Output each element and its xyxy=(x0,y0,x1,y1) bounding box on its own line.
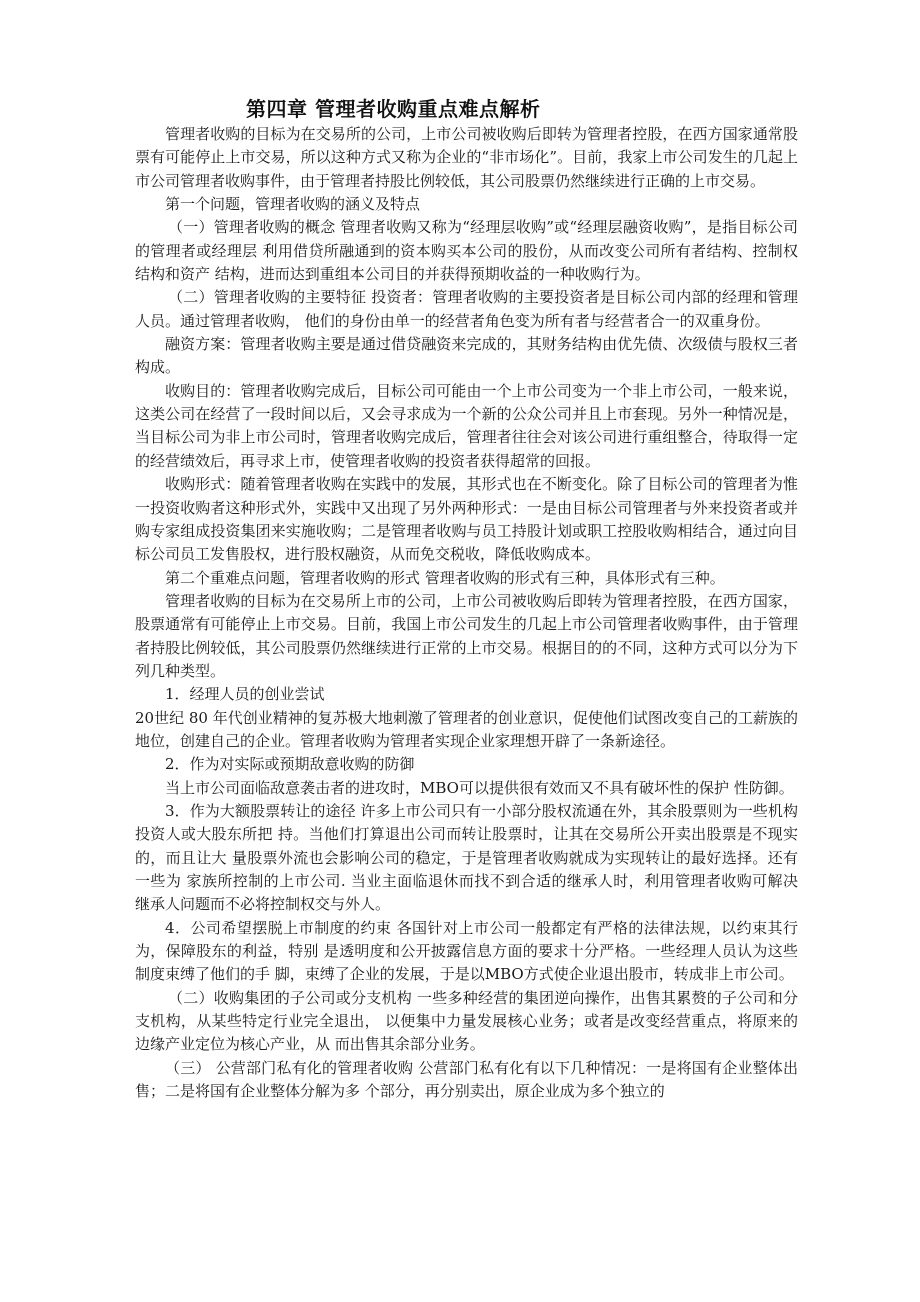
paragraph-entrepreneur: 20世纪 80 年代创业精神的复苏极大地刺激了管理者的创业意识，促使他们试图改变自己的工薪族的地位，创建自己的企业。管理者收购为管理者实现企业家理想开辟了一条新途径。 xyxy=(135,708,798,750)
paragraph-listing-rules: 4．公司希望摆脱上市制度的约束 各国针对上市公司一般都定有严格的法律法规，以约束其行为，保障股东的利益，特别 是透明度和公开披露信息方面的要求十分严格。一些经理人员认为这些制度束缚了他们的手 脚，束缚了企业的发展，于是以MBO方式使企业退出股市，转成非上市公司。 xyxy=(135,918,798,984)
paragraph-purpose: 收购目的：管理者收购完成后，目标公司可能由一个上市公司变为一个非上市公司，一般来说，这类公司在经营了一段时间以后，又会寻求成为一个新的公众公司并且上市套现。另外一种情况是，当目标公司为非上市公司时，管理者收购完成后，管理者往往会对该公司进行重组整合，待取得一定的经营绩效后，再寻求上市，使管理者收购的投资者获得超常的回报。 xyxy=(135,381,798,470)
paragraph-target: 管理者收购的目标为在交易所上市的公司，上市公司被收购后即转为管理者控股，在西方国家，股票通常有可能停止上市交易。目前，我国上市公司发生的几起上市公司管理者收购事件，由于管理者持股比例较低，其公司股票仍然继续进行正常的上市交易。根据目的的不同，这种方式可以分为下列几种类型。 xyxy=(135,591,798,680)
paragraph-concept: （一）管理者收购的概念 管理者收购又称为“经理层收购”或“经理层融资收购”，是指目标公司的管理者或经理层 利用借贷所融通到的资本购买本公司的股份，从而改变公司所有者结构、控制权结构和资产 结构，进而达到重组本公司目的并获得预期收益的一种收购行为。 xyxy=(135,218,798,284)
page-title: 第四章 管理者收购重点难点解析 xyxy=(246,97,541,121)
paragraph-forms: 收购形式：随着管理者收购在实践中的发展，其形式也在不断变化。除了目标公司的管理者为惟一投资收购者这种形式外，实践中又出现了另外两种形式：一是由目标公司管理者与外来投资者或并购专家组成投资集团来实施收购；二是管理者收购与员工持股计划或职工控股收购相结合，通过向目标公司员工发售股权，进行股权融资，从而免交税收，降低收购成本。 xyxy=(135,475,798,564)
document-body xyxy=(135,123,798,1103)
paragraph-heading-1: 1．经理人员的创业尝试 xyxy=(165,685,325,704)
paragraph-share-transfer: 3．作为大额股票转让的途径 许多上市公司只有一小部分股权流通在外，其余股票则为一些机构投资人或大股东所把 持。当他们打算退出公司而转让股票时，让其在交易所公开卖出股票是不现实的，而且让大 量股票外流也会影响公司的稳定，于是管理者收购就成为实现转让的最好选择。还有一些为 家族所控制的上市公司. 当业主面临退休而找不到合适的继承人时，利用管理者收购可解决 继承人问题而不必将控制权交与外人。 xyxy=(135,801,798,914)
paragraph-subsidiary: （二）收购集团的子公司或分支机构 一些多种经营的集团逆向操作，出售其累赘的子公司和分支机构，从某些特定行业完全退出， 以便集中力量发展核心业务；或者是改变经营重点，将原来的边缘产业定位为核心产业，从 而出售其余部分业务。 xyxy=(135,988,798,1054)
paragraph-question-2: 第二个重难点问题，管理者收购的形式 管理者收购的形式有三种，具体形式有三种。 xyxy=(165,568,725,587)
paragraph-privatization: （三） 公营部门私有化的管理者收购 公营部门私有化有以下几种情况：一是将国有企业整体出售；二是将国有企业整体分解为多 个部分，再分别卖出，原企业成为多个独立的 xyxy=(135,1058,798,1101)
paragraph-intro: 管理者收购的目标为在交易所的公司，上市公司被收购后即转为管理者控股，在西方国家通常股票有可能停止上市交易，所以这种方式又称为企业的“非市场化”。目前，我家上市公司发生的几起上市公司管理者收购事件，由于管理者持股比例较低，其公司股票仍然继续进行正确的上市交易。 xyxy=(135,125,798,190)
paragraph-question-1: 第一个问题，管理者收购的涵义及特点 xyxy=(165,195,421,214)
paragraph-defense: 当上市公司面临敌意袭击者的进攻时，MBO可以提供很有效而又不具有破坏性的保护 性防御。 xyxy=(165,778,794,797)
paragraph-financing: 融资方案：管理者收购主要是通过借贷融资来完成的，其财务结构由优先债、次级债与股权三者构成。 xyxy=(135,335,798,377)
paragraph-features: （二）管理者收购的主要特征 投资者：管理者收购的主要投资者是目标公司内部的经理和管理人员。通过管理者收购， 他们的身份由单一的经营者角色变为所有者与经营者合一的双重身份。 xyxy=(135,288,798,330)
paragraph-heading-2: 2．作为对实际或预期敌意收购的防御 xyxy=(165,755,415,774)
